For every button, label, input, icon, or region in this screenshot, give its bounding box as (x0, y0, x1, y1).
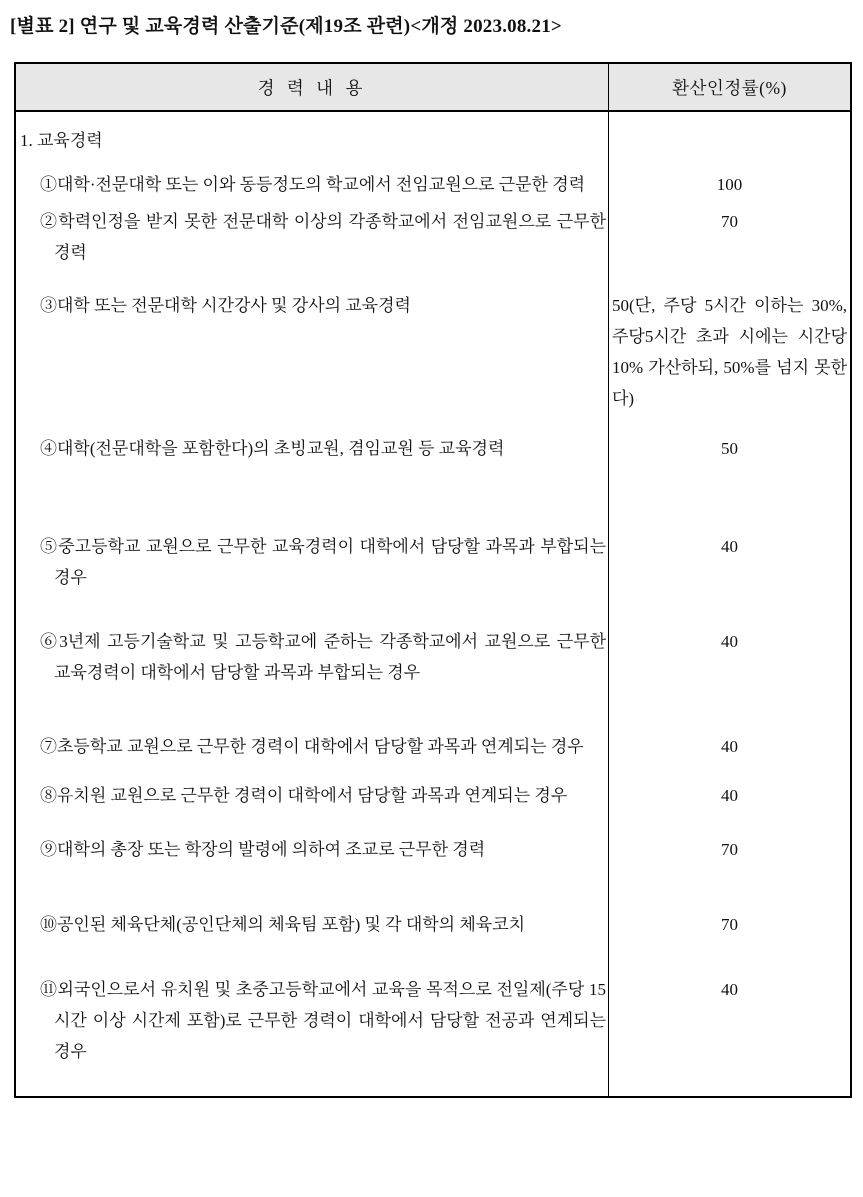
item-text: ⑥3년제 고등기술학교 및 고등학교에 준하는 각종학교에서 교원으로 근무한 교육경력이 대학에서 담당할 과목과 부합되는 경우 (40, 632, 606, 682)
rate-value: 70 (721, 212, 738, 231)
item-text: ③대학 또는 전문대학 시간강사 및 강사의 교육경력 (40, 296, 411, 315)
table-row (15, 414, 851, 464)
table-header-row (15, 63, 851, 111)
rate-value: 40 (721, 632, 738, 651)
table-row (15, 200, 851, 268)
page-title: [별표 2] 연구 및 교육경력 산출기준(제19조 관련)<개정 2023.08.21> (10, 16, 562, 37)
section-label: 1. 교육경력 (15, 111, 609, 156)
item-text: ⑨대학의 총장 또는 학장의 발령에 의하여 조교로 근무한 경력 (40, 840, 486, 859)
rate-value: 70 (721, 915, 738, 934)
item-text: ①대학·전문대학 또는 이와 동등정도의 학교에서 전임교원으로 근문한 경력 (40, 175, 586, 194)
table-row (15, 762, 851, 811)
section-rate-empty (609, 111, 852, 156)
section-row (15, 111, 851, 156)
career-criteria-table (14, 62, 852, 1098)
rate-value: 40 (721, 786, 738, 805)
rate-note: 50(단, 주당 5시간 이하는 30%, 주당5시간 초과 시에는 시간당 10% 가산하되, 50%를 넘지 못한다) (612, 296, 847, 408)
rate-value: 40 (721, 537, 738, 556)
rate-value: 70 (721, 840, 738, 859)
item-text: ⑧유치원 교원으로 근무한 경력이 대학에서 담당할 과목과 연계되는 경우 (40, 786, 568, 805)
table-row (15, 811, 851, 865)
table-row (15, 865, 851, 940)
table-row (15, 156, 851, 200)
rate-value: 40 (721, 737, 738, 756)
table-row (15, 688, 851, 762)
header-conversion-rate: 환산인정률(%) (609, 63, 852, 111)
rate-value: 50 (721, 439, 738, 458)
item-text: ②학력인정을 받지 못한 전문대학 이상의 각종학교에서 전임교원으로 근무한 경력 (40, 212, 606, 262)
table-row (15, 593, 851, 688)
table-row (15, 464, 851, 593)
rate-value: 100 (716, 175, 743, 194)
item-text: ⑪외국인으로서 유치원 및 초중고등학교에서 교육을 목적으로 전일제(주당 15시간 이상 시간제 포함)로 근무한 경력이 대학에서 담당할 전공과 연계되는 경우 (40, 980, 606, 1061)
item-text: ④대학(전문대학을 포함한다)의 초빙교원, 겸임교원 등 교육경력 (40, 439, 505, 458)
item-text: ⑤중고등학교 교원으로 근무한 교육경력이 대학에서 담당할 과목과 부합되는 경우 (40, 537, 606, 587)
rate-value: 40 (721, 980, 738, 999)
header-career-content: 경 력 내 용 (15, 63, 609, 111)
table-row (15, 268, 851, 414)
item-text: ⑦초등학교 교원으로 근무한 경력이 대학에서 담당할 과목과 연계되는 경우 (40, 737, 584, 756)
item-text: ⑩공인된 체육단체(공인단체의 체육팀 포함) 및 각 대학의 체육코치 (40, 915, 526, 934)
table-row (15, 940, 851, 1097)
